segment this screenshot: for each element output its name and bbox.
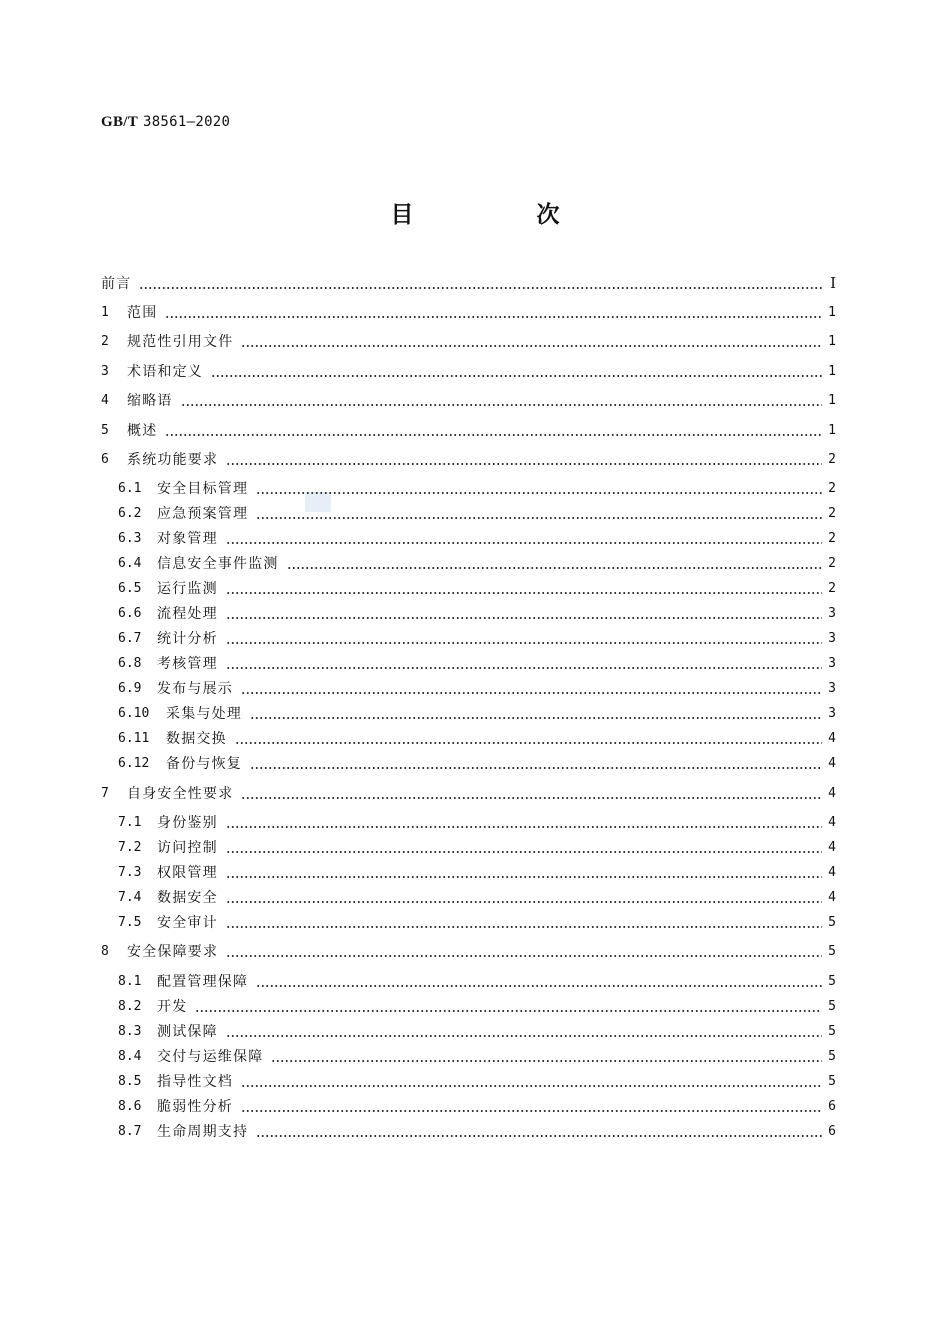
toc-leader-dots [226, 876, 822, 878]
toc-entry-page: 6 [828, 1099, 836, 1114]
toc-leader-dots [226, 926, 822, 928]
toc-entry-preface[interactable] [101, 273, 836, 295]
toc-entry-number: 6.9 [118, 681, 142, 696]
toc-entry-8[interactable] [101, 941, 836, 963]
toc-leader-dots [226, 542, 822, 544]
toc-entry-number: 1 [101, 305, 109, 320]
toc-entry-page: 3 [828, 706, 836, 721]
toc-entry-label: 流程处理 [157, 606, 218, 622]
toc-entry-page: 2 [828, 506, 836, 521]
toc-entry-number: 8.4 [118, 1049, 142, 1064]
toc-entry-page: 5 [828, 999, 836, 1014]
toc-entry-2[interactable] [101, 331, 836, 353]
toc-entry-label: 安全目标管理 [157, 481, 249, 497]
toc-entry-page: 3 [828, 606, 836, 621]
toc-entry-number: 7 [101, 786, 109, 801]
toc-leader-dots [256, 517, 822, 519]
toc-entry-number: 6.7 [118, 631, 142, 646]
toc-entry-number: 2 [101, 334, 109, 349]
toc-entry-number: 8.2 [118, 999, 142, 1014]
toc-entry-page: 2 [828, 481, 836, 496]
toc-entry-number: 6.2 [118, 506, 142, 521]
toc-entry-8-7[interactable] [118, 1121, 836, 1143]
toc-entry-number: 6.11 [118, 731, 150, 746]
toc-leader-dots [287, 567, 822, 569]
toc-entry-label: 安全保障要求 [127, 944, 219, 960]
toc-entry-label: 前言 [101, 276, 132, 292]
toc-entry-page: 5 [828, 1049, 836, 1064]
toc-entry-6-11[interactable] [118, 728, 836, 750]
toc-entry-page: 2 [828, 581, 836, 596]
toc-entry-number: 7.2 [118, 840, 142, 855]
toc-leader-dots [256, 492, 822, 494]
toc-entry-7-1[interactable] [118, 812, 836, 834]
standard-number: 38561—2020 [142, 114, 231, 130]
toc-leader-dots [241, 345, 822, 347]
toc-entry-label: 生命周期支持 [157, 1124, 249, 1140]
toc-entry-page: 1 [828, 393, 836, 408]
toc-entry-label: 备份与恢复 [166, 756, 242, 772]
toc-entry-6-2[interactable] [118, 503, 836, 525]
toc-entry-label: 权限管理 [157, 865, 218, 881]
toc-entry-page: 4 [828, 731, 836, 746]
toc-entry-label: 考核管理 [157, 656, 218, 672]
toc-leader-dots [195, 1010, 822, 1012]
toc-entry-label: 术语和定义 [127, 364, 203, 380]
toc-entry-number: 8 [101, 944, 109, 959]
toc-entry-7[interactable] [101, 783, 836, 805]
toc-entry-number: 8.3 [118, 1024, 142, 1039]
toc-entry-label: 对象管理 [157, 531, 218, 547]
toc-entry-page: 4 [828, 786, 836, 801]
toc-leader-dots [226, 826, 822, 828]
toc-entry-number: 6 [101, 452, 109, 467]
toc-entry-number: 6.6 [118, 606, 142, 621]
toc-leader-dots [139, 287, 822, 289]
toc-leader-dots [211, 375, 822, 377]
toc-entry-number: 7.4 [118, 890, 142, 905]
toc-entry-page: Ⅰ [830, 276, 836, 292]
toc-entry-number: 6.12 [118, 756, 150, 771]
toc-entry-1[interactable] [101, 302, 836, 324]
toc-leader-dots [165, 434, 822, 436]
toc-leader-dots [250, 767, 822, 769]
toc-entry-page: 2 [828, 556, 836, 571]
toc-leader-dots [241, 797, 822, 799]
toc-entry-number: 6.4 [118, 556, 142, 571]
toc-entry-7-5[interactable] [118, 912, 836, 934]
toc-entry-6[interactable] [101, 449, 836, 471]
toc-entry-6-4[interactable] [118, 553, 836, 575]
toc-entry-number: 6.8 [118, 656, 142, 671]
toc-entry-7-2[interactable] [118, 837, 836, 859]
toc-entry-number: 7.5 [118, 915, 142, 930]
toc-title: 目 次 [390, 202, 610, 228]
toc-entry-5[interactable] [101, 420, 836, 442]
toc-leader-dots [226, 955, 822, 957]
toc-entry-label: 安全审计 [157, 915, 218, 931]
toc-entry-page: 5 [828, 1024, 836, 1039]
toc-entry-number: 4 [101, 393, 109, 408]
toc-entry-page: 5 [828, 944, 836, 959]
toc-entry-label: 访问控制 [157, 840, 218, 856]
toc-leader-dots [241, 692, 822, 694]
toc-entry-page: 1 [828, 423, 836, 438]
toc-entry-label: 系统功能要求 [127, 452, 219, 468]
toc-entry-3[interactable] [101, 361, 836, 383]
toc-entry-page: 1 [828, 364, 836, 379]
toc-leader-dots [226, 592, 822, 594]
toc-entry-label: 交付与运维保障 [157, 1049, 264, 1065]
toc-entry-page: 3 [828, 681, 836, 696]
toc-entry-6-9[interactable] [118, 678, 836, 700]
toc-entry-label: 数据交换 [166, 731, 227, 747]
toc-leader-dots [235, 742, 822, 744]
toc-entry-page: 4 [828, 890, 836, 905]
toc-entry-number: 8.5 [118, 1074, 142, 1089]
toc-leader-dots [226, 851, 822, 853]
toc-entry-label: 指导性文档 [157, 1074, 233, 1090]
toc-entry-6-3[interactable] [118, 528, 836, 550]
toc-entry-number: 6.3 [118, 531, 142, 546]
toc-entry-6-12[interactable] [118, 753, 836, 775]
standard-prefix: GB/T [101, 114, 139, 130]
toc-entry-8-4[interactable] [118, 1046, 836, 1068]
toc-entry-page: 5 [828, 915, 836, 930]
toc-entry-label: 统计分析 [157, 631, 218, 647]
toc-entry-7-3[interactable] [118, 862, 836, 884]
toc-leader-dots [181, 404, 822, 406]
toc-entry-number: 8.1 [118, 974, 142, 989]
toc-entry-8-1[interactable] [118, 971, 836, 993]
standard-code [101, 114, 230, 131]
toc-entry-page: 4 [828, 840, 836, 855]
toc-entry-number: 3 [101, 364, 109, 379]
toc-entry-page: 5 [828, 1074, 836, 1089]
toc-entry-page: 3 [828, 631, 836, 646]
toc-leader-dots [226, 642, 822, 644]
toc-leader-dots [226, 617, 822, 619]
toc-entry-label: 采集与处理 [166, 706, 242, 722]
toc-entry-label: 开发 [157, 999, 188, 1015]
toc-entry-page: 5 [828, 974, 836, 989]
toc-entry-number: 6.10 [118, 706, 150, 721]
toc-entry-label: 运行监测 [157, 581, 218, 597]
toc-entry-label: 数据安全 [157, 890, 218, 906]
toc-entry-number: 5 [101, 423, 109, 438]
toc-entry-8-2[interactable] [118, 996, 836, 1018]
toc-entry-number: 8.6 [118, 1099, 142, 1114]
toc-leader-dots [226, 1035, 822, 1037]
toc-entry-label: 身份鉴别 [157, 815, 218, 831]
toc-entry-number: 8.7 [118, 1124, 142, 1139]
toc-entry-6-1[interactable] [118, 478, 836, 500]
toc-entry-label: 自身安全性要求 [127, 786, 234, 802]
toc-entry-page: 1 [828, 305, 836, 320]
toc-leader-dots [241, 1110, 822, 1112]
toc-leader-dots [271, 1060, 822, 1062]
toc-entry-label: 配置管理保障 [157, 974, 249, 990]
toc-entry-page: 4 [828, 865, 836, 880]
toc-leader-dots [226, 463, 822, 465]
toc-entry-label: 规范性引用文件 [127, 334, 234, 350]
toc-leader-dots [165, 316, 822, 318]
toc-entry-6-6[interactable] [118, 603, 836, 625]
toc-entry-page: 2 [828, 531, 836, 546]
toc-entry-6-5[interactable] [118, 578, 836, 600]
toc-entry-6-8[interactable] [118, 653, 836, 675]
toc-entry-page: 4 [828, 756, 836, 771]
toc-entry-label: 概述 [127, 423, 158, 439]
toc-entry-8-5[interactable] [118, 1071, 836, 1093]
toc-entry-8-6[interactable] [118, 1096, 836, 1118]
toc-entry-page: 3 [828, 656, 836, 671]
toc-entry-label: 缩略语 [127, 393, 173, 409]
toc-entry-page: 1 [828, 334, 836, 349]
toc-entry-8-3[interactable] [118, 1021, 836, 1043]
toc-entry-page: 4 [828, 815, 836, 830]
toc-entry-number: 7.3 [118, 865, 142, 880]
toc-entry-number: 7.1 [118, 815, 142, 830]
toc-leader-dots [250, 717, 822, 719]
toc-leader-dots [226, 667, 822, 669]
toc-entry-6-10[interactable] [118, 703, 836, 725]
toc-leader-dots [226, 901, 822, 903]
toc-entry-7-4[interactable] [118, 887, 836, 909]
toc-entry-4[interactable] [101, 390, 836, 412]
toc-entry-6-7[interactable] [118, 628, 836, 650]
toc-entry-page: 6 [828, 1124, 836, 1139]
toc-entry-number: 6.5 [118, 581, 142, 596]
toc-entry-label: 范围 [127, 305, 158, 321]
toc-entry-label: 发布与展示 [157, 681, 233, 697]
toc-entry-label: 测试保障 [157, 1024, 218, 1040]
toc-entry-page: 2 [828, 452, 836, 467]
toc-entry-label: 应急预案管理 [157, 506, 249, 522]
toc-entry-label: 脆弱性分析 [157, 1099, 233, 1115]
toc-entry-number: 6.1 [118, 481, 142, 496]
toc-leader-dots [256, 1135, 822, 1137]
toc-leader-dots [241, 1085, 822, 1087]
toc-leader-dots [256, 985, 822, 987]
toc-entry-label: 信息安全事件监测 [157, 556, 279, 572]
